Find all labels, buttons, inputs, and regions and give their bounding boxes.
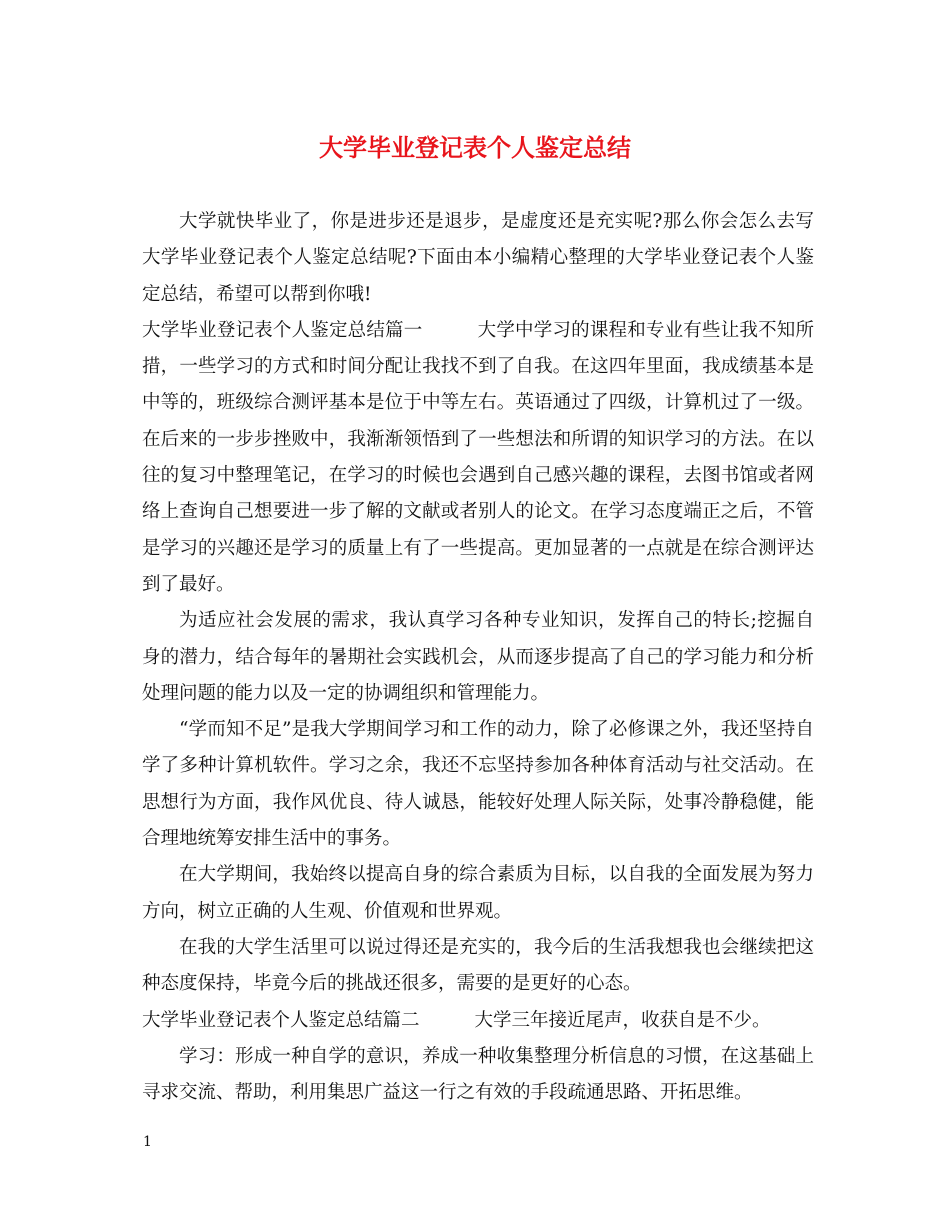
paragraph-6: 学习：形成一种自学的意识，养成一种收集整理分析信息的习惯，在这基础上寻求交流、帮助，利用集思广益这一行之有效的手段疏通思路、开拓思维。 xyxy=(142,1045,814,1104)
document-body xyxy=(142,204,814,1111)
paragraph-5: 在我的大学生活里可以说过得还是充实的，我今后的生活我想我也会继续把这种态度保持，毕竟今后的挑战还很多，需要的是更好的心态。 xyxy=(142,936,814,995)
section1-heading: 大学毕业登记表个人鉴定总结篇一 xyxy=(142,319,423,341)
section2-text: 大学三年接近尾声，收获自是不少。 xyxy=(474,1009,771,1031)
intro-paragraph: 大学就快毕业了，你是进步还是退步，是虚度还是充实呢?那么你会怎么去写大学毕业登记表个人鉴定总结呢?下面由本小编精心整理的大学毕业登记表个人鉴定总结，希望可以帮到你哦! xyxy=(142,211,814,305)
paragraph-4: 在大学期间，我始终以提高自身的综合素质为目标，以自我的全面发展为努力方向，树立正确的人生观、价值观和世界观。 xyxy=(142,864,814,922)
paragraph-2: 为适应社会发展的需求，我认真学习各种专业知识，发挥自己的特长;挖掘自身的潜力，结合每年的暑期社会实践机会，从而逐步提高了自己的学习能力和分析处理问题的能力以及一定的协调组织和管理能力。 xyxy=(142,610,814,704)
section1-text: 大学中学习的课程和专业有些让我不知所措，一些学习的方式和时间分配让我找不到了自我。在这四年里面，我成绩基本是中等的，班级综合测评基本是位于中等左右。英语通过了四级，计算机过了一级。在后来的一步步挫败中，我渐渐领悟到了一些想法和所谓的知识学习的方法。在以往的复习中整理笔记，在学习的时候也会遇到自己感兴趣的课程，去图书馆或者网络上查询自己想要进一步了解的文献或者别人的论文。在学习态度端正之后，不管是学习的兴趣还是学习的质量上有了一些提高。更加显著的一点就是在综合测评达到了最好。 xyxy=(142,319,814,595)
paragraph-3: “学而知不足”是我大学期间学习和工作的动力，除了必修课之外，我还坚持自学了多种计算机软件。学习之余，我还不忘坚持参加各种体育活动与社交活动。在思想行为方面，我作风优良、待人诚恳，能较好处理人际关际，处事冷静稳健，能合理地统筹安排生活中的事务。 xyxy=(142,719,814,850)
section2-heading: 大学毕业登记表个人鉴定总结篇二 xyxy=(142,1009,420,1031)
section2-paragraph xyxy=(142,1003,814,1039)
section1-paragraph xyxy=(142,313,814,603)
document-title: 大学毕业登记表个人鉴定总结 xyxy=(319,133,631,162)
page-number: 1 xyxy=(143,1134,152,1150)
